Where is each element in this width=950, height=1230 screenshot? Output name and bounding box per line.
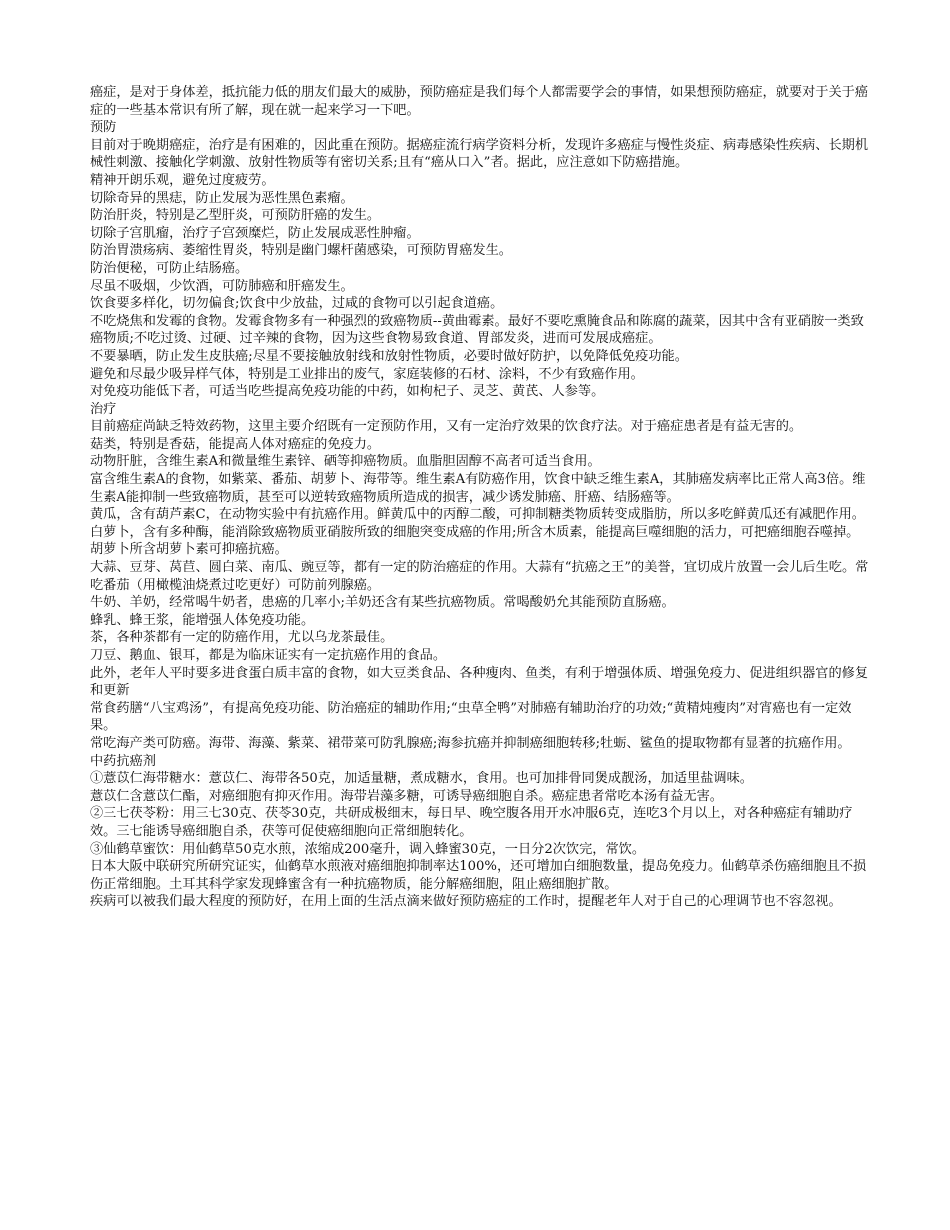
paragraph: ①薏苡仁海带糖水：薏苡仁、海带各50克，加适量糖，煮成糖水，食用。也可加排骨同煲成靓汤，加适里盐调味。 bbox=[90, 771, 753, 787]
paragraph: 癌症，是对于身体差，抵抗能力低的朋友们最大的威胁，预防癌症是我们每个人都需要学会的事情，如果想预防癌症，就要对于关于癌症的一些基本常识有所了解，现在就一起来学习一下吧。 bbox=[90, 85, 869, 118]
paragraph: ②三七茯苓粉：用三七30克、茯苓30克，共研成极细末，每日早、晚空腹各用开水冲服6克，连吃3个月以上，对各种癌症有辅助疗效。三七能诱导癌细胞自杀，茯等可促使癌细胞向正常细胞转化。 bbox=[90, 806, 853, 839]
paragraph: 此外，老年人平时要多进食蛋白质丰富的食物，如大豆类食品、各种瘦肉、鱼类，有利于增强体质、增强免疫力、促进组织器官的修复和更新 bbox=[90, 665, 869, 699]
paragraph: 切除奇异的黑痣，防止发展为恶性黑色素瘤。 bbox=[90, 190, 354, 206]
paragraph: 大蒜、豆芽、莴苣、圆白菜、南瓜、豌豆等，都有一定的防治癌症的作用。大蒜有“抗癌之王”的美誉，宜切成片放置一会儿后生吃。常吃番茄（用橄榄油烧煮过吃更好）可防前列腺癌。 bbox=[90, 560, 869, 593]
paragraph: 菇类，特别是香菇，能提高人体对癌症的免疫力。 bbox=[90, 436, 381, 452]
paragraph: 不吃烧焦和发霉的食物。发霉食物多有一种强烈的致癌物质--黄曲霉素。最好不要吃熏腌食品和陈腐的蔬菜，因其中含有亚硝胺一类致癌物质;不吃过烫、过硬、过辛辣的食物，因为这些食物易致食道、胃部发炎，进而可发展成癌症。 bbox=[90, 313, 864, 347]
paragraph: 薏苡仁含薏苡仁酯，对癌细胞有抑灭作用。海带岩藻多糖，可诱导癌细胞自杀。癌症患者常吃本汤有益无害。 bbox=[90, 788, 723, 804]
section-heading: 中药抗癌剂 bbox=[90, 753, 156, 769]
paragraph: 切除子宫肌瘤，治疗子宫颈糜烂，防止发展成恶性肿瘤。 bbox=[90, 225, 420, 241]
paragraph: 动物肝脏，含维生素A和微量维生素锌、硒等抑癌物质。血脂胆固醇不高者可适当食用。 bbox=[90, 454, 601, 470]
document-body bbox=[90, 84, 870, 911]
paragraph: 牛奶、羊奶，经常喝牛奶者，患癌的几率小;羊奶还含有某些抗癌物质。常喝酸奶允其能预防直肠癌。 bbox=[90, 595, 675, 611]
section-heading: 预防 bbox=[90, 120, 117, 136]
paragraph: 白萝卜，含有多种酶，能消除致癌物质亚硝胺所致的细胞突变成癌的作用;所含木质素，能提高巨噬细胞的活力，可把癌细胞吞噬掉。胡萝卜所含胡萝卜素可抑癌抗癌。 bbox=[90, 524, 860, 558]
paragraph: 防治便秘，可防止结肠癌。 bbox=[90, 260, 249, 276]
paragraph: 目前对于晚期癌症，治疗是有困难的，因此重在预防。据癌症流行病学资料分析，发现许多癌症与慢性炎症、病毒感染性疾病、长期机械性刺激、接触化学刺激、放射性物质等有密切关系;且有“癌从口入”者。据此，应注意如下防癌措施。 bbox=[90, 137, 869, 171]
paragraph: 富含维生素A的食物，如紫菜、番茄、胡萝卜、海带等。维生素A有防癌作用，饮食中缺乏维生素A，其肺癌发病率比正常人高3倍。维生素A能抑制一些致癌物质，甚至可以逆转致癌物质所造成的损害，减少诱发肺癌、肝癌、结肠癌等。 bbox=[90, 472, 866, 505]
paragraph: 避免和尽最少吸异样气体，特别是工业排出的废气，家庭装修的石材、涂料，不少有致癌作用。 bbox=[90, 366, 644, 382]
paragraph: 日本大阪中联研究所研究证实，仙鹤草水煎液对癌细胞抑制率达100%，还可增加白细胞数量，提岛免疫力。仙鹤草杀伤癌细胞且不损伤正常细胞。土耳其科学家发现蜂蜜含有一种抗癌物质，能分解癌细胞，阻止癌细胞扩散。 bbox=[90, 859, 867, 892]
paragraph: 精神开朗乐观，避免过度疲劳。 bbox=[90, 172, 275, 188]
paragraph: 目前癌症尚缺乏特效药物，这里主要介绍既有一定预防作用，又有一定治疗效果的饮食疗法。对于癌症患者是有益无害的。 bbox=[90, 419, 803, 435]
paragraph: 茶，各种茶都有一定的防癌作用，尤以乌龙茶最佳。 bbox=[90, 630, 394, 646]
paragraph: 刀豆、鹅血、银耳，都是为临床证实有一定抗癌作用的食品。 bbox=[90, 648, 447, 663]
paragraph: 常吃海产类可防癌。海带、海藻、紫菜、裙带菜可防乳腺癌;海参抗癌并抑制癌细胞转移;牡蛎、鲨鱼的提取物都有显著的抗癌作用。 bbox=[90, 735, 851, 751]
paragraph: 尽虽不吸烟，少饮酒，可防肺癌和肝癌发生。 bbox=[90, 278, 354, 294]
paragraph: ③仙鹤草蜜饮：用仙鹤草50克水煎，浓缩成200毫升，调入蜂蜜30克，一日分2次饮完，常饮。 bbox=[90, 841, 646, 857]
paragraph: 防治肝炎，特别是乙型肝炎，可预防肝癌的发生。 bbox=[90, 208, 381, 224]
paragraph: 饮食要多样化，切勿偏食;饮食中少放盐，过咸的食物可以引起食道癌。 bbox=[90, 296, 504, 312]
section-heading: 治疗 bbox=[90, 401, 117, 417]
paragraph: 不要暴晒，防止发生皮肤癌;尽星不要接触放射线和放射性物质，必要时做好防护，以免降低免疫功能。 bbox=[90, 348, 688, 364]
paragraph: 蜂乳、蜂王浆，能增强人体免疫功能。 bbox=[90, 612, 315, 628]
paragraph: 防治胃溃疡病、萎缩性胃炎，特别是幽门螺杆菌感染，可预防胃癌发生。 bbox=[90, 243, 512, 259]
paragraph: 疾病可以被我们最大程度的预防好，在用上面的生活点滴来做好预防癌症的工作时，提醒老年人对于自己的心理调节也不容忽视。 bbox=[90, 894, 842, 910]
paragraph: 黄瓜，含有葫芦素C，在动物实验中有抗癌作用。鲜黄瓜中的丙醇二酸，可抑制糖类物质转变成脂肪，所以多吃鲜黄瓜还有减肥作用。 bbox=[90, 507, 865, 523]
paragraph: 对免疫功能低下者，可适当吃些提高免疫功能的中药，如枸杞子、灵芝、黄芪、人参等。 bbox=[90, 384, 605, 400]
paragraph: 常食药膳“八宝鸡汤”，有提高免疫功能、防治癌症的辅助作用;“虫草全鸭”对肺癌有辅助治疗的功效;“黄精炖瘦肉”对宵癌也有一定效果。 bbox=[90, 700, 852, 734]
